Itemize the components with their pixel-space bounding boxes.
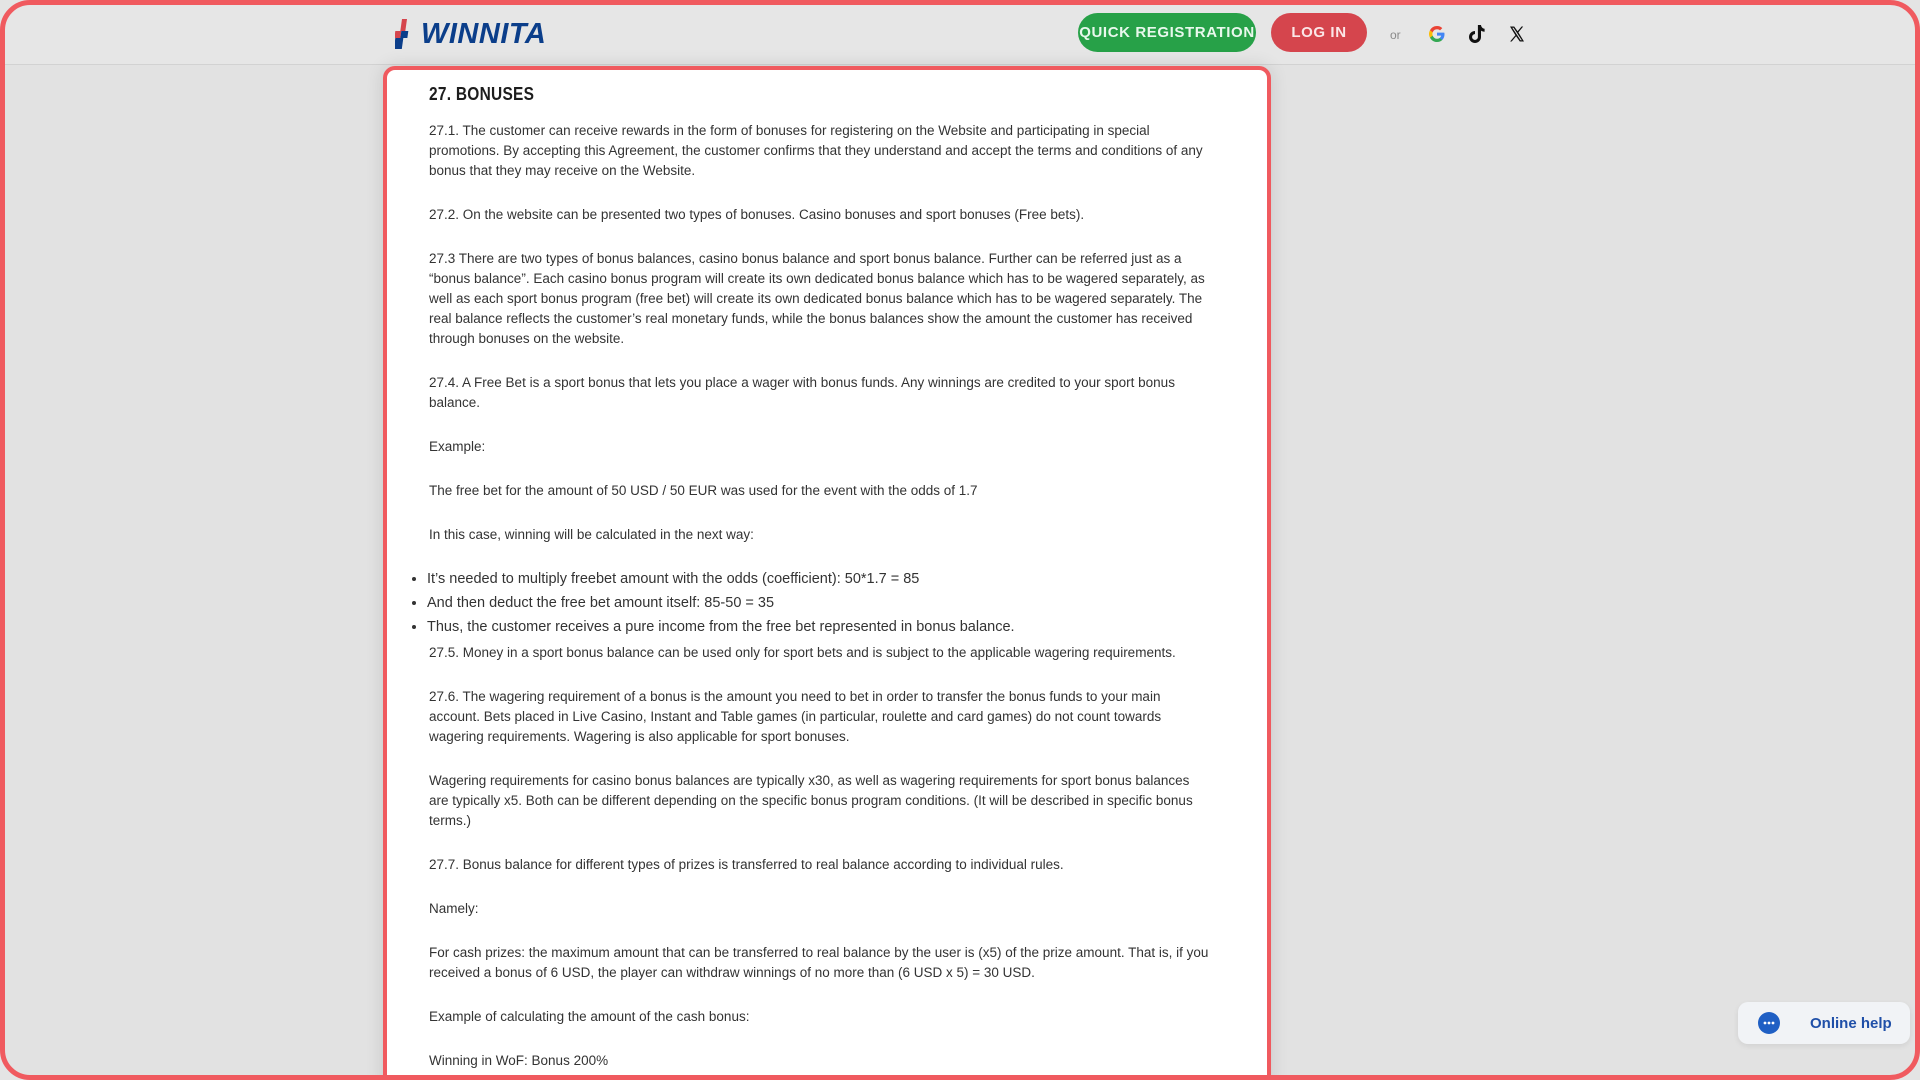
paragraph: In this case, winning will be calculated in the next way: — [429, 527, 754, 542]
paragraphs-after — [429, 643, 1209, 1071]
bullet-list — [407, 567, 1209, 639]
section-title: 27. BONUSES — [429, 84, 535, 104]
x-icon[interactable] — [1506, 23, 1528, 45]
paragraph: 27.7. Bonus balance for different types of prizes is transferred to real balance according to individual rules. — [429, 857, 1064, 872]
paragraph: 27.4. A Free Bet is a sport bonus that lets you place a wager with bonus funds. Any winnings are credited to your sport bonus balance. — [429, 375, 1175, 410]
logo-text: WINNITA — [421, 17, 547, 50]
google-icon[interactable] — [1426, 23, 1448, 45]
paragraph: 27.3 There are two types of bonus balances, casino bonus balance and sport bonus balance. Further can be referred just as a “bonus balance”. Each casino bonus program will create its own dedicated bonus balance which has to be wagered separately, as well as each sport bonus program (free bet) will create its own dedicated bonus balance which has to be wagered separately. The real balance reflects the customer’s real monetary funds, while the bonus balances show the amount the customer has received through bonuses on the website. — [429, 251, 1205, 346]
terms-content — [429, 84, 1209, 1075]
bullet-item: • Thus, the customer receives a pure income from the free bet represented in bonus balance. — [427, 615, 1209, 639]
paragraph: 27.6. The wagering requirement of a bonus is the amount you need to bet in order to transfer the bonus funds to your main account. Bets placed in Live Casino, Instant and Table games (in particular, roulette and card games) do not count towards wagering requirements. Wagering is also applicable for sport bonuses. — [429, 689, 1162, 744]
page-background — [5, 5, 1915, 1075]
quick-registration-button[interactable]: QUICK REGISTRATION — [1078, 13, 1256, 52]
paragraph: Wagering requirements for casino bonus balances are typically x30, as well as wagering requirements for sport bonus balances are typically x5. Both can be different depending on the specific bonus program conditions. (It will be described in specific bonus terms.) — [429, 773, 1193, 828]
paragraph: The free bet for the amount of 50 USD / 50 EUR was used for the event with the odds of 1.7 — [429, 483, 978, 498]
logo[interactable] — [395, 17, 546, 51]
tiktok-icon[interactable] — [1466, 23, 1488, 45]
logo-mark-icon — [395, 19, 415, 49]
bullet-item: • And then deduct the free bet amount itself: 85-50 = 35 — [427, 591, 1209, 615]
paragraph: Example: — [429, 439, 486, 454]
or-label: or — [1390, 28, 1401, 42]
paragraph: 27.1. The customer can receive rewards in the form of bonuses for registering on the Website and participating in special promotions. By accepting this Agreement, the customer confirms that they understand and accept the terms and conditions of any bonus that they may receive on the Website. — [429, 123, 1203, 178]
chat-bubble-icon — [1758, 1012, 1780, 1034]
terms-dialog[interactable] — [383, 66, 1271, 1075]
paragraph: 27.5. Money in a sport bonus balance can be used only for sport bets and is subject to the applicable wagering requirements. — [429, 645, 1176, 660]
online-help-label: Online help — [1810, 1014, 1892, 1032]
bullet-item: • It’s needed to multiply freebet amount with the odds (coefficient): 50*1.7 = 85 — [427, 567, 1209, 591]
paragraph: Example of calculating the amount of the cash bonus: — [429, 1009, 750, 1024]
login-button[interactable]: LOG IN — [1271, 13, 1367, 52]
paragraph: Winning in WoF: Bonus 200% — [429, 1053, 609, 1068]
paragraph: For cash prizes: the maximum amount that can be transferred to real balance by the user is (x5) of the prize amount. That is, if you received a bonus of 6 USD, the player can withdraw winnings of no more than (6 USD x 5) = 30 USD. — [429, 945, 1209, 980]
header — [5, 5, 1915, 65]
paragraph: 27.2. On the website can be presented two types of bonuses. Casino bonuses and sport bonuses (Free bets). — [429, 207, 1085, 222]
paragraphs-before — [429, 121, 1209, 545]
online-help-button[interactable] — [1738, 1002, 1910, 1044]
paragraph: Namely: — [429, 901, 479, 916]
